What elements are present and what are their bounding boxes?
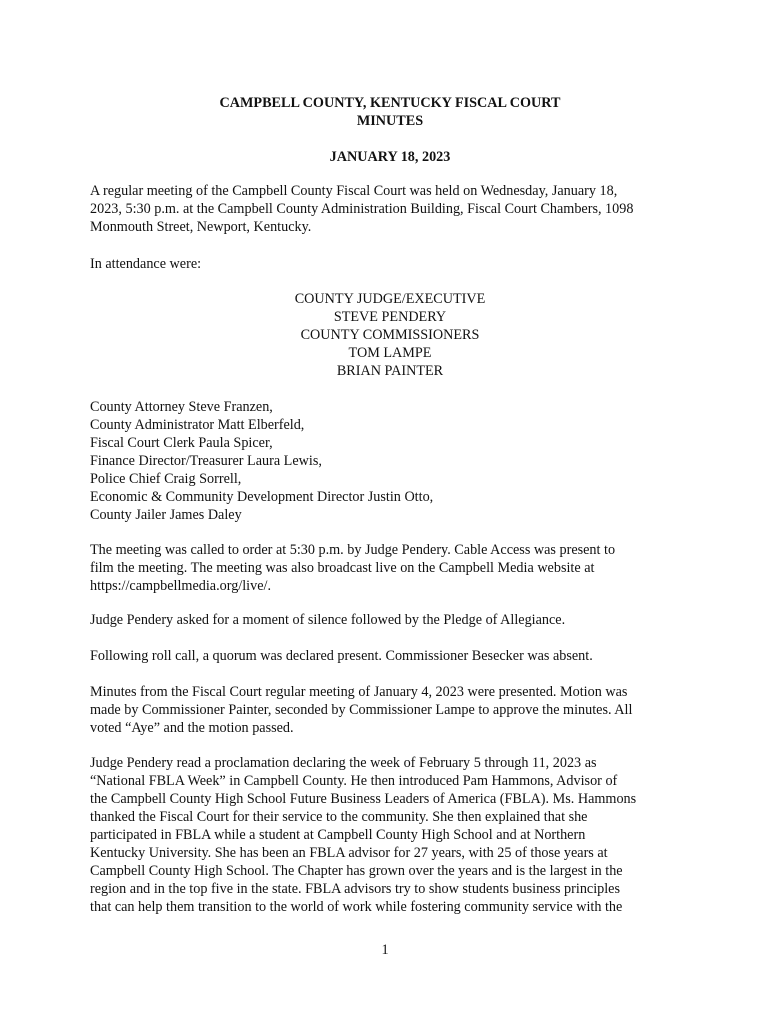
official-line: COUNTY COMMISSIONERS bbox=[300, 327, 480, 343]
silence-paragraph: Judge Pendery asked for a moment of silence followed by the Pledge of Allegiance. bbox=[90, 612, 566, 628]
document-title: CAMPBELL COUNTY, KENTUCKY FISCAL COURT bbox=[219, 95, 561, 111]
proclamation-line: participated in FBLA while a student at Campbell County High School and at Northern bbox=[90, 827, 586, 843]
proclamation-line: “National FBLA Week” in Campbell County. He then introduced Pam Hammons, Advisor of bbox=[90, 773, 618, 789]
proclamation-line: the Campbell County High School Future Business Leaders of America (FBLA). Ms. Hammons bbox=[90, 791, 637, 807]
staff-item: Police Chief Craig Sorrell, bbox=[90, 471, 242, 487]
official-line: BRIAN PAINTER bbox=[336, 363, 444, 379]
meeting-date: JANUARY 18, 2023 bbox=[329, 149, 451, 165]
proclamation-line: region and in the top five in the state. FBLA advisors try to show students business principles bbox=[90, 881, 621, 897]
call-to-order-paragraph bbox=[90, 541, 690, 595]
officials-list bbox=[90, 290, 690, 380]
staff-item: Finance Director/Treasurer Laura Lewis, bbox=[90, 453, 322, 469]
proclamation-line: Campbell County High School. The Chapter has grown over the years and is the largest in the bbox=[90, 863, 623, 879]
minutes-line: Minutes from the Fiscal Court regular meeting of January 4, 2023 were presented. Motion was bbox=[90, 684, 628, 700]
official-line: COUNTY JUDGE/EXECUTIVE bbox=[294, 291, 486, 307]
proclamation-line: Kentucky University. She has been an FBLA advisor for 27 years, with 25 of those years at bbox=[90, 845, 608, 861]
staff-item: County Administrator Matt Elberfeld, bbox=[90, 417, 305, 433]
minutes-line: made by Commissioner Painter, seconded by Commissioner Lampe to approve the minutes. All bbox=[90, 702, 633, 718]
order-line: https://campbellmedia.org/live/. bbox=[90, 578, 271, 594]
staff-list bbox=[90, 398, 690, 524]
order-line: The meeting was called to order at 5:30 p.m. by Judge Pendery. Cable Access was present to bbox=[90, 542, 616, 558]
proclamation-paragraph bbox=[90, 754, 690, 916]
minutes-line: voted “Aye” and the motion passed. bbox=[90, 720, 294, 736]
intro-line: A regular meeting of the Campbell County Fiscal Court was held on Wednesday, January 18, bbox=[90, 183, 618, 199]
order-line: film the meeting. The meeting was also broadcast live on the Campbell Media website at bbox=[90, 560, 595, 576]
minutes-approval-paragraph bbox=[90, 683, 690, 737]
staff-item: County Jailer James Daley bbox=[90, 507, 242, 523]
staff-item: Economic & Community Development Director Justin Otto, bbox=[90, 489, 434, 505]
intro-line: 2023, 5:30 p.m. at the Campbell County Administration Building, Fiscal Court Chambers, 1098 bbox=[90, 201, 634, 217]
intro-line: Monmouth Street, Newport, Kentucky. bbox=[90, 219, 312, 235]
official-line: STEVE PENDERY bbox=[333, 309, 447, 325]
staff-item: Fiscal Court Clerk Paula Spicer, bbox=[90, 435, 273, 451]
page-number: 1 bbox=[381, 942, 389, 958]
intro-paragraph bbox=[90, 182, 690, 236]
rollcall-paragraph: Following roll call, a quorum was declared present. Commissioner Besecker was absent. bbox=[90, 648, 593, 664]
proclamation-line: Judge Pendery read a proclamation declaring the week of February 5 through 11, 2023 as bbox=[90, 755, 597, 771]
staff-item: County Attorney Steve Franzen, bbox=[90, 399, 273, 415]
proclamation-line: thanked the Fiscal Court for their service to the community. She then explained that she bbox=[90, 809, 588, 825]
attendance-label: In attendance were: bbox=[90, 256, 202, 272]
document-subtitle: MINUTES bbox=[356, 113, 424, 129]
official-line: TOM LAMPE bbox=[348, 345, 432, 361]
proclamation-line: that can help them transition to the world of work while fostering community service with the bbox=[90, 899, 623, 915]
